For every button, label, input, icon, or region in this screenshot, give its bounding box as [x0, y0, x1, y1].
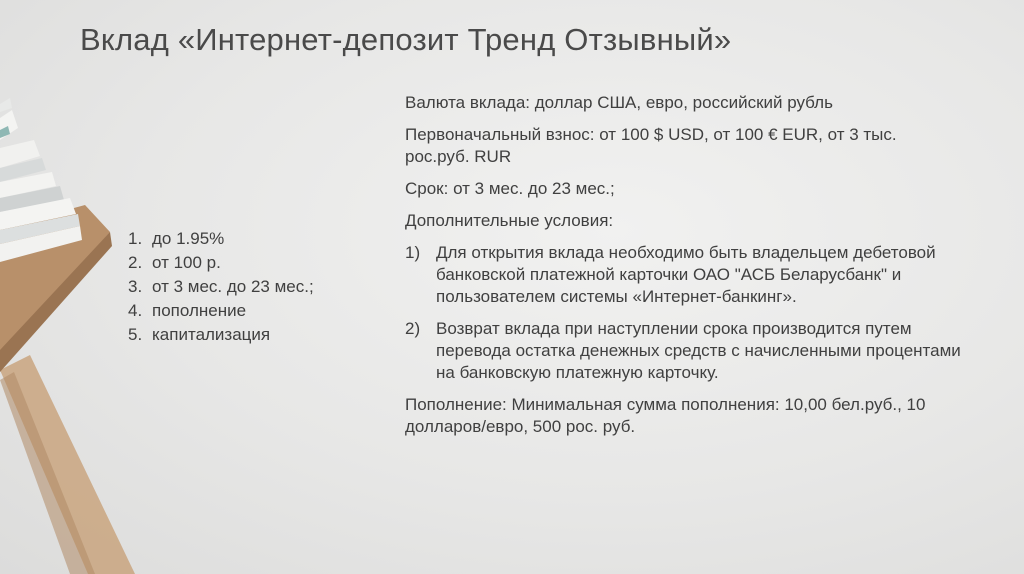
replenishment-text: Пополнение: Минимальная сумма пополнения: 10,00 бел.руб., 10 долларов/евро, 500 рос. руб. [405, 395, 926, 436]
summary-list [128, 228, 328, 348]
list-item-number: 4. [128, 301, 143, 320]
conditions-heading: Дополнительные условия: [405, 211, 614, 230]
list-item-number: 5. [128, 325, 143, 344]
list-item-text: капитализация [152, 325, 271, 344]
slide-title: Вклад «Интернет-депозит Тренд Отзывный» [80, 22, 732, 57]
list-item-text: до 1.95% [152, 229, 225, 248]
initial-deposit-text: Первоначальный взнос: от 100 $ USD, от 100 € EUR, от 3 тыс. рос.руб. RUR [405, 125, 897, 166]
list-item-number: 1. [128, 229, 143, 248]
list-item [128, 252, 328, 273]
term-text: Срок: от 3 мес. до 23 мес.; [405, 179, 615, 198]
list-item [128, 324, 328, 345]
list-item-text: пополнение [152, 301, 247, 320]
list-item-text: от 3 мес. до 23 мес.; [152, 277, 314, 296]
condition-number: 2) [405, 319, 421, 338]
deposit-details [405, 92, 965, 448]
condition-text: Возврат вклада при наступлении срока производится путем перевода остатка денежных средств с начисленными процентами на банковскую платежную карточку. [436, 319, 961, 382]
list-item [128, 300, 328, 321]
condition-number: 1) [405, 243, 421, 262]
list-item-number: 3. [128, 277, 143, 296]
list-item [128, 228, 328, 249]
condition-text: Для открытия вклада необходимо быть владельцем дебетовой банковской платежной карточки ОАО "АСБ Беларусбанк" и пользователем системы «Интернет-банкинг». [436, 243, 936, 306]
condition-item [405, 318, 965, 384]
currency-text: Валюта вклада: доллар США, евро, российский рубль [405, 93, 833, 112]
list-item-text: от 100 р. [152, 253, 221, 272]
conditions-list [405, 242, 965, 384]
list-item [128, 276, 328, 297]
condition-item [405, 242, 965, 308]
list-item-number: 2. [128, 253, 143, 272]
